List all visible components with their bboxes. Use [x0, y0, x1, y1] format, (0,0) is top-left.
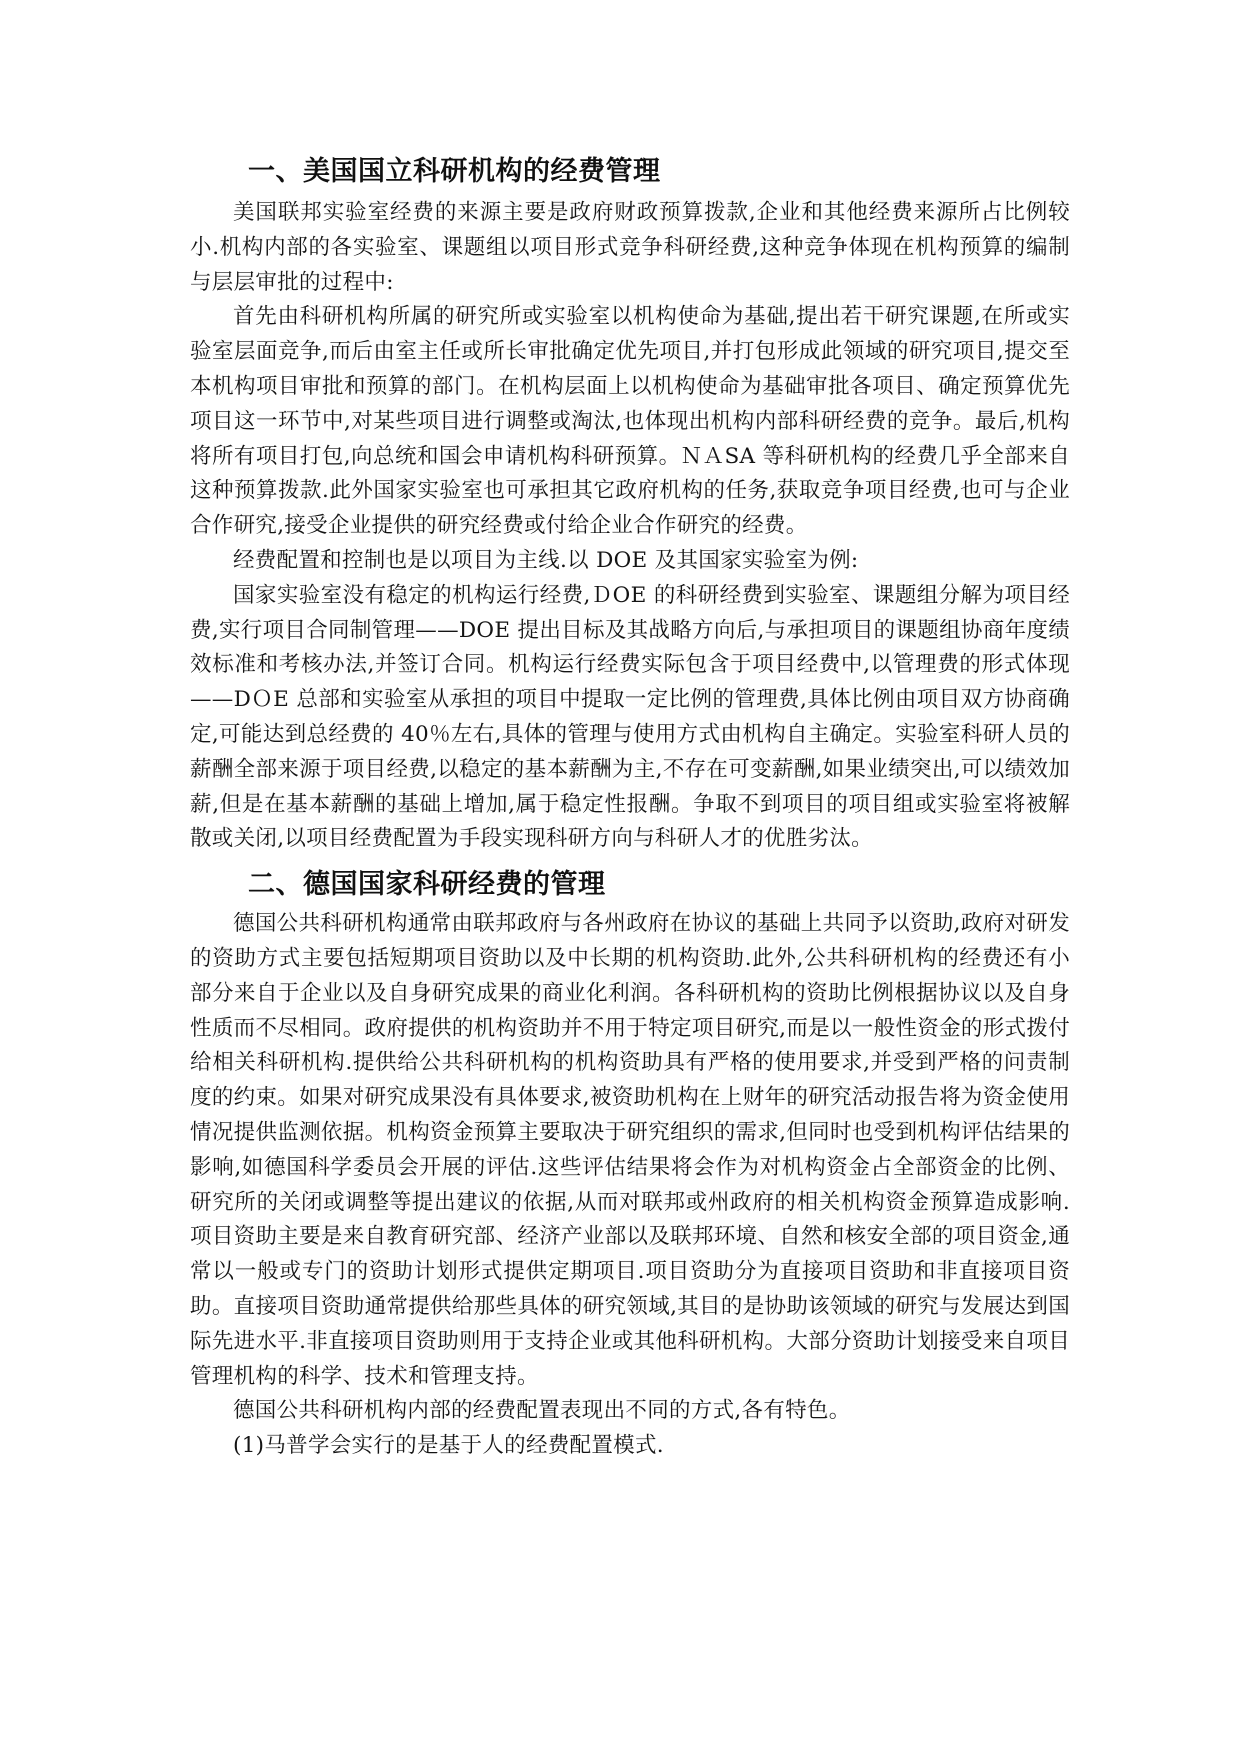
paragraph-us-doe-details: 国家实验室没有稳定的机构运行经费,ＤOE 的科研经费到实验室、课题组分解为项目经费,实行项目合同制管理——DOE 提出目标及其战略方向后,与承担项目的课题组协商年度绩效标准和考核办法,并签订合同。机构运行经费实际包含于项目经费中,以管理费的形式体现——DＯE 总部和实验室从承担的项目中提取一定比例的管理费,具体比例由项目双方协商确定,可能达到总经费的 40％左右,具体的管理与使用方式由机构自主确定。实验室科研人员的薪酬全部来源于项目经费,以稳定的基本薪酬为主,不存在可变薪酬,如果业绩突出,可以绩效加薪,但是在基本薪酬的基础上增加,属于稳定性报酬。争取不到项目的项目组或实验室将被解散或关闭,以项目经费配置为手段实现科研方向与科研人才的优胜劣汰。: [190, 582, 1070, 852]
paragraph-us-project-approval: 首先由科研机构所属的研究所或实验室以机构使命为基础,提出若干研究课题,在所或实验室层面竞争,而后由室主任或所长审批确定优先项目,并打包形成此领域的研究项目,提交至本机构项目审批和预算的部门。在机构层面上以机构使命为基础审批各项目、确定预算优先项目这一环节中,对某些项目进行调整或淘汰,也体现出机构内部科研经费的竞争。最后,机构将所有项目打包,向总统和国会申请机构科研预算。ＮＡSA 等科研机构的经费几乎全部来自这种预算拨款.此外国家实验室也可承担其它政府机构的任务,获取竞争项目经费,也可与企业合作研究,接受企业提供的研究经费或付给企业合作研究的经费。: [190, 304, 1070, 539]
paragraph-us-doe-intro: 经费配置和控制也是以项目为主线.以 DOE 及其国家实验室为例:: [233, 547, 859, 573]
paragraph-de-allocation: 德国公共科研机构内部的经费配置表现出不同的方式,各有特色。: [233, 1398, 851, 1424]
paragraph-de-funding: 德国公共科研机构通常由联邦政府与各州政府在协议的基础上共同予以资助,政府对研发的资助方式主要包括短期项目资助以及中长期的机构资助.此外,公共科研机构的经费还有小部分来自于企业以及自身研究成果的商业化利润。各科研机构的资助比例根据协议以及自身性质而不尽相同。政府提供的机构资助并不用于特定项目研究,而是以一般性资金的形式拨付给相关科研机构.提供给公共科研机构的机构资助具有严格的使用要求,并受到严格的问责制度的约束。如果对研究成果没有具体要求,被资助机构在上财年的研究活动报告将为资金使用情况提供监测依据。机构资金预算主要取决于研究组织的需求,但同时也受到机构评估结果的影响,如德国科学委员会开展的评估.这些评估结果将会作为对机构资金占全部资金的比例、研究所的关闭或调整等提出建议的依据,从而对联邦或州政府的相关机构资金预算造成影响.项目资助主要是来自教育研究部、经济产业部以及联邦环境、自然和核安全部的项目资金,通常以一般或专门的资助计划形式提供定期项目.项目资助分为直接项目资助和非直接项目资助。直接项目资助通常提供给那些具体的研究领域,其目的是协助该领域的研究与发展达到国际先进水平.非直接项目资助则用于支持企业或其他科研机构。大部分资助计划接受来自项目管理机构的科学、技术和管理支持。: [190, 911, 1070, 1389]
paragraph-de-max-planck: (1)马普学会实行的是基于人的经费配置模式.: [233, 1433, 664, 1459]
paragraph-us-funding-sources: 美国联邦实验室经费的来源主要是政府财政预算拨款,企业和其他经费来源所占比例较小.机构内部的各实验室、课题组以项目形式竞争科研经费,这种竞争体现在机构预算的编制与层层审批的过程中:: [190, 200, 1070, 295]
section-heading-germany: 二、德国国家科研经费的管理: [248, 869, 606, 901]
section-heading-us: 一、美国国立科研机构的经费管理: [248, 156, 661, 187]
document-page: [190, 152, 1070, 1464]
